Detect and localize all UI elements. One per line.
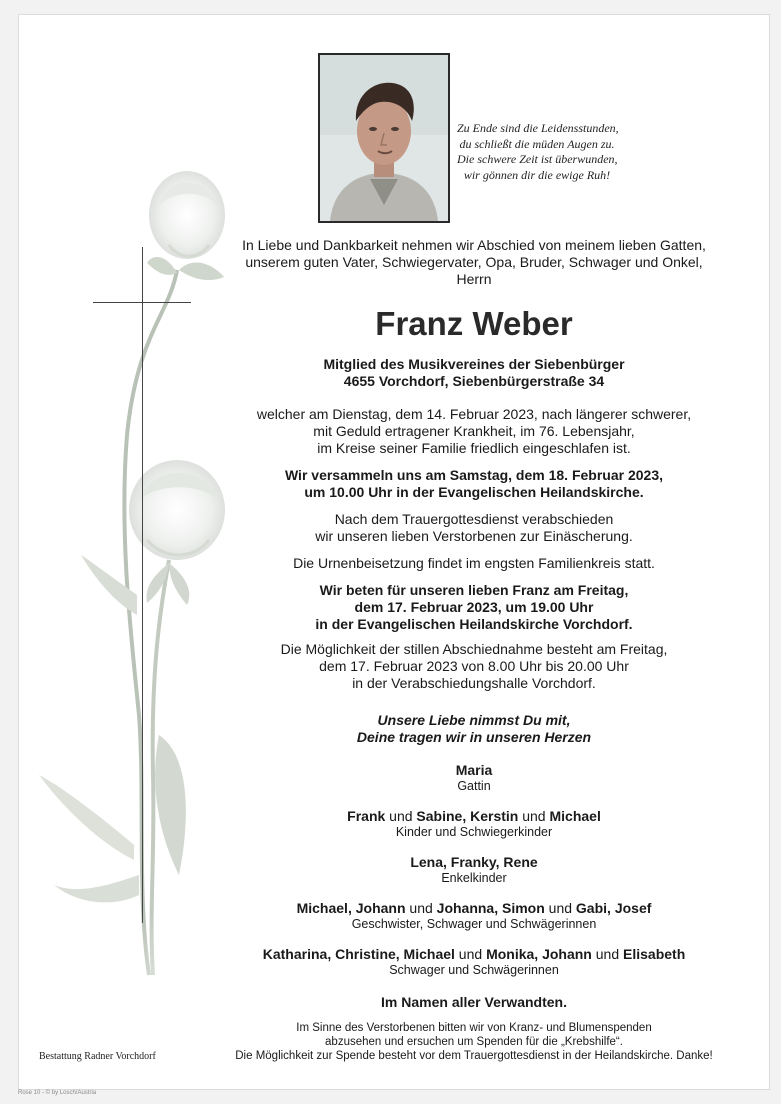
mourner-name-part: Elisabeth (623, 946, 686, 962)
funeral-line: Wir versammeln uns am Samstag, dem 18. Februar 2023, (284, 467, 664, 483)
urn-burial-line: Die Urnenbeisetzung findet im engsten Familienkreis statt. (293, 555, 655, 571)
mourner-names (214, 946, 734, 963)
viewing-line: dem 17. Februar 2023 von 8.00 Uhr bis 20.00 Uhr (319, 658, 629, 674)
mourner-name-part: Johanna, Simon (436, 900, 545, 916)
mourner-name-part: Sabine, Kerstin (416, 808, 519, 824)
donation-line: Im Sinne des Verstorbenen bitten wir von Kranz- und Blumenspenden (296, 1022, 652, 1034)
mourner-connector: und (385, 808, 417, 824)
funeral-line: um 10.00 Uhr in der Evangelischen Heilandskirche. (304, 484, 644, 500)
cremation-info (214, 511, 734, 545)
prayer-line: in der Evangelischen Heilandskirche Vorchdorf. (315, 616, 633, 632)
mourner-names (214, 808, 734, 825)
closing (214, 994, 734, 1011)
death-notice-line: mit Geduld ertragener Krankheit, im 76. Lebensjahr, (313, 423, 635, 439)
motto-line: Deine tragen wir in unseren Herzen (356, 729, 592, 745)
intro-line: In Liebe und Dankbarkeit nehmen wir Abschied von meinem lieben Gatten, (242, 237, 706, 253)
mourner-name-part: Gabi, Josef (575, 900, 652, 916)
prayer-info (214, 582, 734, 633)
poem-line: Zu Ende sind die Leidensstunden, (457, 121, 619, 135)
mourner-name-part: Frank (347, 808, 386, 824)
poem-line: Die schwere Zeit ist überwunden, (457, 152, 618, 166)
mourner-group-in-laws (214, 946, 734, 978)
donation-line: Die Möglichkeit zur Spende besteht vor dem Trauergottesdienst in der Heilandskirche. Danke! (235, 1050, 713, 1062)
obituary-text (214, 237, 734, 1011)
mourner-names (214, 900, 734, 917)
intro-line: unserem guten Vater, Schwiegervater, Opa, Bruder, Schwager und Onkel, (245, 254, 703, 270)
mourner-relation: Gattin (457, 779, 491, 793)
death-notice-line: im Kreise seiner Familie friedlich eingeschlafen ist. (317, 440, 631, 456)
mourner-group-children (214, 808, 734, 840)
urn-burial-info (214, 555, 734, 572)
mourner-group-wife (214, 762, 734, 794)
portrait-photo (318, 53, 450, 223)
membership-line: Mitglied des Musikvereines der Siebenbürger (323, 356, 625, 372)
poem (457, 121, 617, 183)
cross-horizontal-bar (93, 302, 191, 303)
death-notice (214, 406, 734, 457)
prayer-line: Wir beten für unseren lieben Franz am Freitag, (319, 582, 629, 598)
mourner-connector: und (454, 946, 487, 962)
mourner-relation: Enkelkinder (441, 871, 507, 885)
motto (214, 712, 734, 746)
mourner-name-part: Monika, Johann (486, 946, 592, 962)
mourner-connector: und (544, 900, 576, 916)
obituary-sheet (18, 14, 770, 1090)
prayer-line: dem 17. Februar 2023, um 19.00 Uhr (354, 599, 594, 615)
mourner-connector: und (591, 946, 623, 962)
closing-line: Im Namen aller Verwandten. (381, 994, 567, 1010)
mourner-connector: und (518, 808, 550, 824)
artwork-credit: Rose 10 - © by Losch/Austria (18, 1090, 97, 1096)
mourner-group-siblings (214, 900, 734, 932)
mourner-relation: Geschwister, Schwager und Schwägerinnen (351, 917, 597, 931)
cremation-line: Nach dem Trauergottesdienst verabschieden (334, 511, 614, 527)
mourner-relation: Kinder und Schwiegerkinder (395, 825, 553, 839)
mourner-name-part: Michael, Johann (296, 900, 406, 916)
viewing-line: Die Möglichkeit der stillen Abschiednahme besteht am Freitag, (280, 641, 668, 657)
mourner-name-part: Michael (549, 808, 601, 824)
portrait-figure (320, 55, 448, 221)
cremation-line: wir unseren lieben Verstorbenen zur Einäscherung. (315, 528, 633, 544)
viewing-line: in der Verabschiedungshalle Vorchdorf. (352, 675, 596, 691)
mourner-names: Lena, Franky, Rene (410, 854, 538, 870)
donation-line: abzusehen und ersuchen um Spenden für die „Krebshilfe“. (325, 1036, 623, 1048)
undertaker-name: Bestattung Radner Vorchdorf (39, 1051, 156, 1062)
mourner-name-part: Katharina, Christine, Michael (262, 946, 455, 962)
mourner-names: Maria (455, 762, 493, 778)
deceased-name: Franz Weber (375, 305, 573, 342)
mourner-connector: und (405, 900, 437, 916)
motto-line: Unsere Liebe nimmst Du mit, (377, 712, 571, 728)
mourner-group-grandchildren (214, 854, 734, 886)
intro-line: Herrn (456, 271, 492, 287)
cross-vertical-bar (142, 247, 143, 923)
viewing-info (214, 641, 734, 692)
death-notice-line: welcher am Dienstag, dem 14. Februar 2023, nach längerer schwerer, (256, 406, 692, 422)
poem-line: wir gönnen dir die ewige Ruh! (463, 167, 611, 182)
mourner-relation: Schwager und Schwägerinnen (389, 963, 559, 977)
funeral-info (214, 467, 734, 501)
poem-line: du schließt die müden Augen zu. (459, 136, 615, 151)
address-line: 4655 Vorchdorf, Siebenbürgerstraße 34 (343, 373, 605, 389)
donation-notice (214, 1021, 734, 1063)
